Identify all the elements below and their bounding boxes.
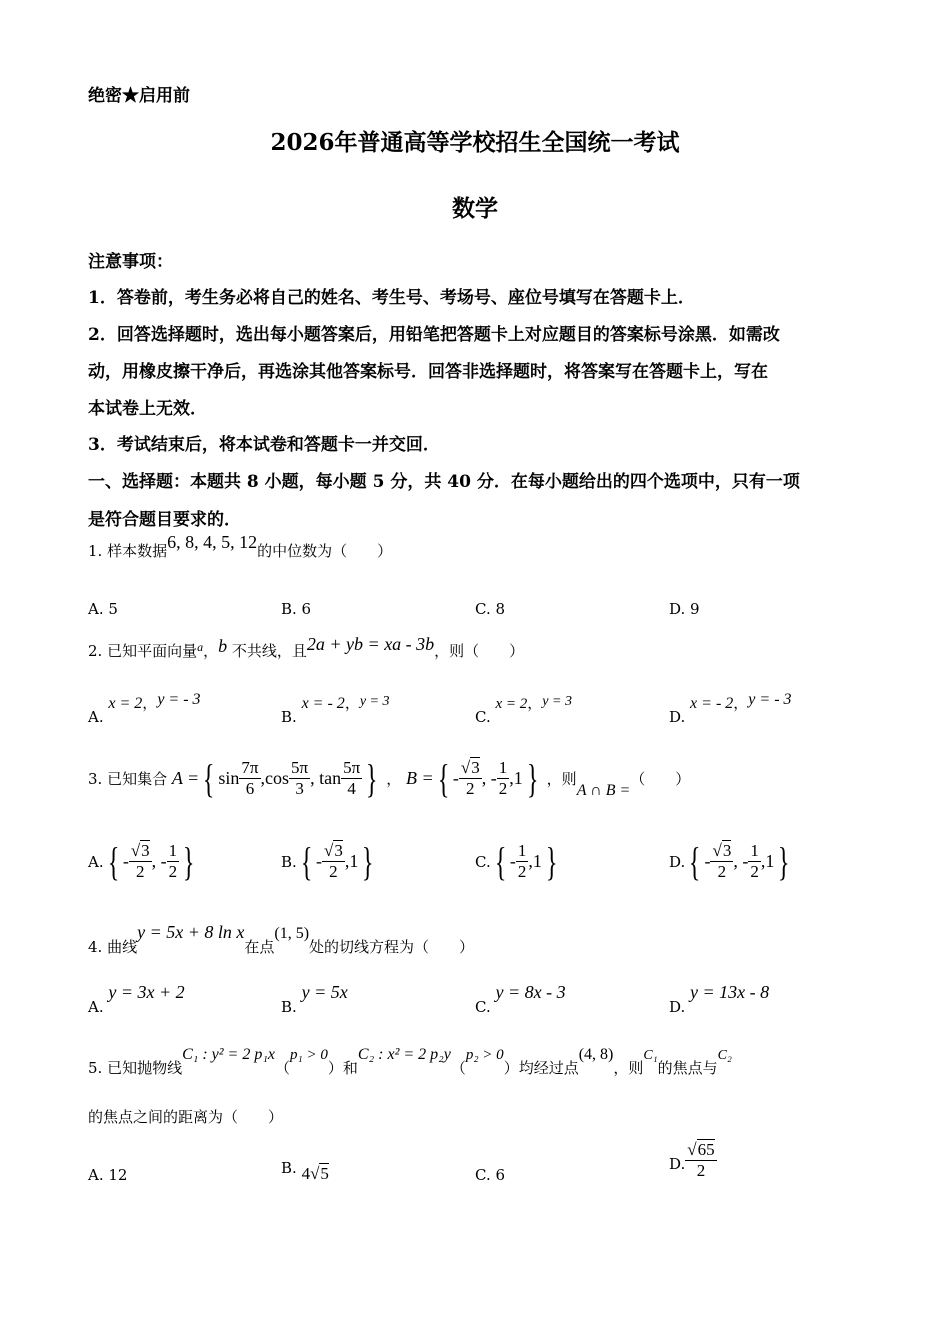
q5-option-d-label: D. (669, 1155, 686, 1174)
q3-option-d[interactable]: D.{ - $\frac{√3}{2}$ , - $\frac{1}{2}$ ,1} (669, 839, 790, 884)
q4-curve: y = 5x + 8 ln x (137, 922, 245, 942)
q4-option-c[interactable] (475, 982, 566, 1016)
q3-den-two: 2 (498, 779, 508, 798)
q3-option-d-label: D. (669, 852, 686, 871)
q3-option-c[interactable]: C.{ - $\frac{1}{2}$ ,1} (475, 839, 558, 884)
q2-text: 2. 已知平面向量 (88, 642, 198, 660)
q1-option-b[interactable]: B. 6 (281, 600, 312, 618)
q4-option-a-value: y = 3x + 2 (108, 982, 185, 1002)
section1-heading-cont: 是符合题目要求的． (88, 510, 241, 530)
q5-option-d-radicand: 65 (697, 1140, 715, 1159)
question-2 (88, 634, 525, 661)
q5-c2-condition: p₂ > 0 (465, 1047, 504, 1063)
q2-option-a[interactable]: A. x = 2，y = - 3 (88, 691, 201, 726)
exam-title: 2026年普通高等学校招生全国统一考试 (270, 129, 680, 156)
q3-cos: ,cos (260, 768, 290, 788)
q3-tan: , tan (310, 768, 342, 788)
q3-comma-neg: , - (481, 768, 497, 788)
question-4 (88, 922, 475, 956)
q5-point: (4, 8) (578, 1046, 614, 1063)
question-5: 5. 已知抛物线C₁ : y² = 2 p₁x（p₁ > 0）和C₂ : x² = 2 p₂y（p₂ > 0）均经过点(4, 8)，则C₁的焦点与C₂ (88, 1046, 732, 1077)
notice-heading: 注意事项： (88, 252, 173, 272)
q5-c1-condition: p₁ > 0 (290, 1047, 328, 1063)
q3-text: 3. 已知集合 (88, 770, 168, 788)
q2-option-c-y: y = 3 (542, 694, 572, 709)
q4-option-d[interactable] (669, 982, 770, 1016)
q3-comma-one: ,1 (509, 768, 523, 788)
q5-c1: C₁ (643, 1048, 658, 1063)
section1-heading: 一、选择题：本题共 8 小题，每小题 5 分，共 40 分．在每小题给出的四个选项中，只有一项 (88, 472, 800, 492)
q4-text-mid: 在点 (244, 938, 275, 956)
question-3: 3. 已知集合 A ={ sin $\frac{7\pi}{6}$ ,cos $\frac{5\pi}{3}$ , tan $\frac{5\pi}{4}$ } ， B ={ - $\frac{√3}{2}$ , - $\frac{1}{2}$ ,1} ，则A ∩ B =（ ） (88, 756, 691, 801)
q4-text-end: 处的切线方程为（ ） (309, 938, 475, 956)
q2-option-d-label: D. (669, 708, 686, 726)
q5-option-b-radicand: 5 (320, 1164, 329, 1183)
q5-text: 5. 已知抛物线 (88, 1059, 183, 1077)
q1-text-end: 的中位数为（ ） (257, 542, 393, 560)
q2-option-d[interactable]: D. x = - 2，y = - 3 (669, 691, 792, 726)
q2-option-b-label: B. (281, 708, 297, 726)
question-1 (88, 532, 393, 561)
q3-paren: （ ） (630, 770, 691, 788)
q2-text-mid: 不共线，且 (231, 642, 307, 660)
q4-option-a[interactable] (88, 982, 185, 1016)
q1-text: 1. 样本数据 (88, 542, 168, 560)
q2-option-a-label: A. (88, 708, 104, 726)
notice-item-2-end: 本试卷上无效． (88, 399, 207, 419)
q5-through: 均经过点 (518, 1059, 579, 1077)
q2-option-a-x: x = 2 (108, 695, 143, 712)
q5-c2-equation: C₂ : x² = 2 p₂y (357, 1046, 451, 1063)
q2-option-c-label: C. (475, 708, 491, 726)
q3-sqrt3: 3 (471, 758, 480, 778)
q5-and: 和 (342, 1059, 358, 1077)
q1-data: 6, 8, 4, 5, 12 (167, 532, 258, 552)
q2-option-c[interactable]: C. x = 2，y = 3 (475, 694, 572, 726)
q5-option-d-den: 2 (696, 1160, 706, 1180)
q4-option-c-label: C. (475, 998, 491, 1016)
q3-cos-den: 3 (295, 779, 304, 798)
q2-option-b[interactable]: B. x = - 2，y = 3 (281, 694, 390, 726)
q3-set-b-label: B = (405, 768, 434, 788)
q3-cos-num: 5π (291, 758, 309, 778)
q3-then: ，则 (546, 770, 577, 788)
q3-option-a-label: A. (88, 852, 104, 871)
q5-option-a[interactable]: A. 12 (88, 1166, 128, 1184)
q2-option-d-y: y = - 3 (748, 691, 792, 708)
q1-option-d[interactable]: D. 9 (669, 600, 700, 618)
q4-option-b[interactable] (281, 982, 348, 1016)
q2-equation: 2a + yb = xa - 3b (306, 634, 435, 654)
q5-then: ，则 (613, 1059, 644, 1077)
q3-option-b[interactable]: B.{ - $\frac{√3}{2}$ ,1} (281, 839, 374, 884)
q3-option-a[interactable]: A.{ - $\frac{√3}{2}$ , - $\frac{1}{2}$ } (88, 839, 195, 884)
q5-c1-equation: C₁ : y² = 2 p₁x (182, 1046, 276, 1063)
q5-c2: C₂ (717, 1048, 732, 1063)
q3-option-b-label: B. (281, 852, 297, 871)
q3-sin-den: 6 (245, 779, 255, 798)
q3-sin: sin (218, 768, 240, 788)
q3-sin-num: 7π (241, 758, 259, 778)
q3-den: 2 (466, 779, 475, 798)
q2-vector-a: a (197, 640, 204, 654)
q4-option-c-value: y = 8x - 3 (495, 982, 566, 1002)
q5-option-b[interactable]: B. 4√5 (281, 1159, 329, 1183)
q1-option-a[interactable]: A. 5 (88, 600, 118, 618)
q3-tan-den: 4 (347, 779, 356, 798)
q4-option-d-value: y = 13x - 8 (690, 982, 770, 1002)
notice-item-2-cont: 动，用橡皮擦干净后，再选涂其他答案标号．回答非选择题时，将答案写在答题卡上，写在 (88, 362, 768, 382)
q2-option-b-y: y = 3 (359, 694, 390, 709)
q3-intersection: A ∩ B = (576, 781, 631, 799)
q2-vector-b: b (218, 636, 228, 656)
notice-item-2: 2．回答选择题时，选出每小题答案后，用铅笔把答题卡上对应题目的答案标号涂黑．如需改 (88, 325, 780, 345)
q3-neg: - (452, 768, 459, 788)
q2-option-b-x: x = - 2 (301, 695, 345, 712)
q2-option-a-y: y = - 3 (157, 691, 201, 708)
q5-focus-with: 的焦点与 (657, 1059, 718, 1077)
q3-set-a-label: A = (171, 768, 200, 788)
q5-option-d[interactable]: D. $\frac{√65}{2}$ (669, 1140, 715, 1180)
q4-option-b-label: B. (281, 998, 297, 1016)
q1-option-c[interactable]: C. 8 (475, 600, 506, 618)
q5-option-b-label: B. (281, 1159, 297, 1177)
q3-tan-num: 5π (343, 758, 361, 778)
q2-option-c-x: x = 2 (495, 696, 528, 712)
q3-option-c-label: C. (475, 852, 491, 871)
q4-point: (1, 5) (274, 925, 310, 942)
q5-option-c[interactable]: C. 6 (475, 1166, 506, 1184)
subject-title: 数学 (452, 195, 498, 222)
notice-item-3: 3．考试结束后，将本试卷和答题卡一并交回． (88, 435, 440, 455)
secret-label: 绝密★启用前 (88, 86, 190, 106)
q5-option-b-coef: 4 (301, 1164, 311, 1183)
q4-option-d-label: D. (669, 998, 686, 1016)
q4-option-a-label: A. (88, 998, 104, 1016)
q2-comma: ， (203, 642, 219, 660)
q4-option-b-value: y = 5x (301, 982, 348, 1002)
notice-item-1: 1．答卷前，考生务必将自己的姓名、考生号、考场号、座位号填写在答题卡上． (88, 288, 695, 308)
q2-text-end: ，则（ ） (434, 642, 525, 660)
question-5-cont: 的焦点之间的距离为（ ） (88, 1108, 284, 1126)
q4-text: 4. 曲线 (88, 938, 138, 956)
q3-num-one: 1 (498, 758, 508, 778)
q2-option-d-x: x = - 2 (690, 695, 734, 712)
